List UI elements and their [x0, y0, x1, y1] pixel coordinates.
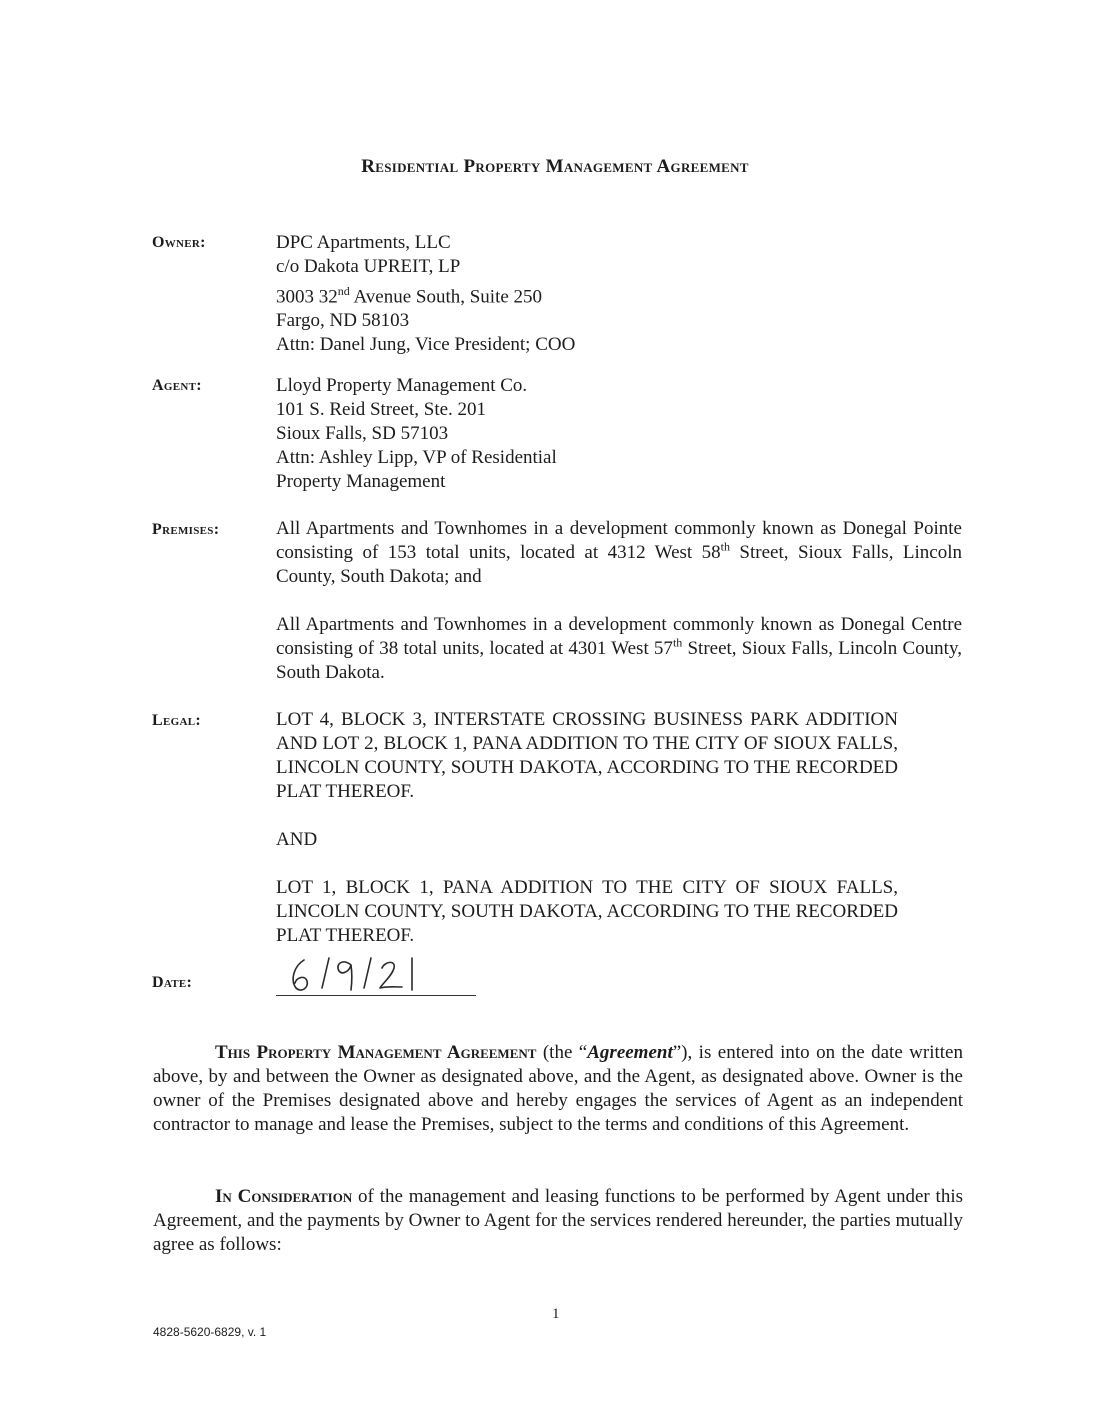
premises-p1-text: All Apartments and Townhomes in a development commonly known as Donegal Pointe consisting of 153 total units, located at 4312 West 58 [276, 518, 962, 563]
agent-label: Agent: [152, 377, 202, 394]
premises-p2-ordinal: th [672, 635, 683, 650]
owner-address-number: 3003 32 [276, 286, 338, 308]
owner-city: Fargo, ND 58103 [276, 310, 410, 332]
intro-part1: (the “ [536, 1042, 588, 1063]
legal-description-1: LOT 4, BLOCK 3, INTERSTATE CROSSING BUSINESS PARK ADDITION AND LOT 2, BLOCK 1, PANA ADDITION TO THE CITY OF SIOUX FALLS, LINCOLN COUNTY, SOUTH DAKOTA, ACCORDING TO THE RECORDED PLAT THEREOF. [276, 709, 898, 802]
owner-address [276, 279, 962, 309]
consideration-text: of the management and leasing functions to be performed by Agent under this Agreement, and the payments by Owner to Agent for the services rendered hereunder, the parties mutually agree as follows: [153, 1186, 963, 1255]
premises-label: Premises: [152, 521, 220, 538]
premises-p2-tail: Street, Sioux Falls, Lincoln County, South Dakota. [276, 638, 962, 683]
consideration-paragraph [153, 1185, 963, 1257]
owner-label: Owner: [152, 234, 206, 251]
page-number: 1 [552, 1306, 560, 1322]
premises-paragraph-1 [276, 517, 962, 589]
legal-details [276, 708, 898, 948]
date-field [276, 946, 476, 996]
legal-and: AND [276, 829, 318, 850]
agent-details [276, 374, 962, 494]
date-label: Date: [152, 974, 193, 991]
owner-care-of: c/o Dakota UPREIT, LP [276, 256, 461, 277]
intro-term: Agreement [587, 1042, 673, 1063]
intro-part2: ”), is entered into on the date written above, by and between the Owner as designated above, and the Agent, as designated above. Owner is the owner of the Premises designated above and hereby engages the services of Agent as an independent contractor to manage and lease the Premises, subject to the terms and conditions of this Agreement. [153, 1042, 963, 1135]
owner-name: DPC Apartments, LLC [276, 232, 451, 253]
agent-attn: Attn: Ashley Lipp, VP of Residential [276, 447, 557, 468]
premises-p2-text: All Apartments and Townhomes in a development commonly known as Donegal Centre consisting of 38 total units, located at 4301 West 57 [276, 614, 962, 659]
consideration-lead: In Consideration [215, 1186, 353, 1207]
agent-city: Sioux Falls, SD 57103 [276, 423, 449, 444]
document-id: 4828-5620-6829, v. 1 [153, 1325, 267, 1339]
legal-description-2: LOT 1, BLOCK 1, PANA ADDITION TO THE CITY OF SIOUX FALLS, LINCOLN COUNTY, SOUTH DAKOTA, ACCORDING TO THE RECORDED PLAT THEREOF. [276, 877, 898, 946]
agent-attn-continued: Property Management [276, 471, 446, 492]
premises-paragraph-2 [276, 613, 962, 685]
agent-name: Lloyd Property Management Co. [276, 375, 528, 396]
agent-address: 101 S. Reid Street, Ste. 201 [276, 399, 487, 420]
document-title: Residential Property Management Agreement [361, 156, 749, 177]
handwritten-date-icon [282, 946, 432, 992]
owner-attn: Attn: Danel Jung, Vice President; COO [276, 334, 576, 356]
owner-address-street: Avenue South, Suite 250 [349, 286, 543, 308]
owner-address-ordinal: nd [337, 284, 350, 298]
premises-p1-ordinal: th [720, 539, 730, 554]
premises-p1-tail: Street, Sioux Falls, Lincoln County, South Dakota; and [276, 542, 962, 587]
intro-lead: This Property Management Agreement [215, 1042, 537, 1063]
owner-details [276, 231, 962, 357]
intro-paragraph [153, 1041, 963, 1137]
premises-details [276, 517, 962, 685]
date-underline [276, 995, 476, 996]
legal-label: Legal: [152, 712, 201, 729]
